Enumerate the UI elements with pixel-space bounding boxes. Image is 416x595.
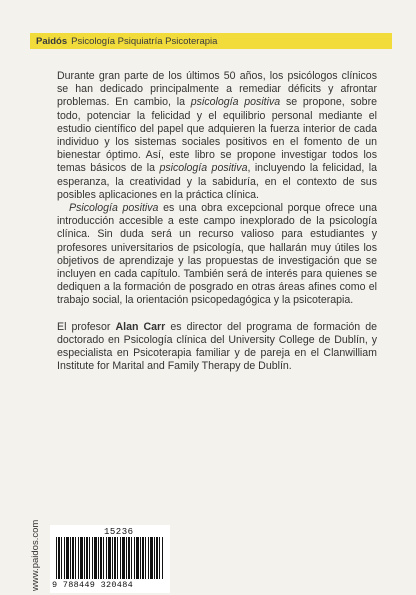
italic-term: psicología positiva — [159, 162, 248, 175]
author-bio — [57, 321, 377, 374]
blurb-paragraph-2 — [57, 202, 377, 308]
collection-name: Psicología Psiquiatría Psicoterapia — [71, 35, 218, 47]
publisher-url: www.paidos.com — [30, 519, 41, 591]
isbn-number: 9 788449 320484 — [52, 580, 134, 590]
text-span: Durante gran parte de los últimos 50 años, los psicólogos clínicos se han dedicado principalmente a remediar déficits y afrontar problemas. En cambio, la — [57, 70, 377, 109]
blurb-text — [57, 70, 377, 373]
italic-term: Psicología positiva — [69, 202, 159, 215]
publisher-name: Paidós — [36, 35, 68, 47]
text-span: se propone, sobre todo, potenciar la felicidad y el equilibrio personal mediante el estudio científico del papel que adquieren la fuerza interior de cada individuo y los sistemas sociales positivos en el fomento de un bienestar óptimo. Así, este libro se propone investigar todos los temas básicos de la — [57, 96, 377, 175]
text-span: es director del programa de formación de doctorado en Psicología clínica del University College de Dublín, y especialista en Psicoterapia familiar y de pareja en el Clanwilliam Institute for Marital and Family Therapy de Dublín. — [57, 320, 378, 373]
text-span: es una obra excepcional porque ofrece una introducción accesible a este campo inexplorado de la psicología clínica. Sin duda será un recurso valioso para estudiantes y profesores universitarios de psicología, que hallarán muy útiles los objetivos de aprendizaje y las propuestas de investigación que se incluyen en cada capítulo. También será de interés para quienes se dediquen a la formación de posgrado en otras áreas afines como el trabajo social, la orientación psicopedagógica y la psicoterapia. — [57, 202, 377, 307]
blurb-paragraph-1 — [57, 70, 377, 202]
barcode-icon — [56, 537, 164, 579]
italic-term: psicología positiva — [190, 96, 281, 109]
series-banner — [30, 33, 392, 49]
text-span: El profesor — [57, 320, 116, 333]
author-name: Alan Carr — [115, 320, 166, 333]
text-span: , incluyendo la felicidad, la esperanza, la creatividad y la sabiduría, en el contexto de sus posibles aplicaciones en la práctica clínica. — [57, 162, 377, 201]
barcode-code: 15236 — [104, 527, 134, 537]
